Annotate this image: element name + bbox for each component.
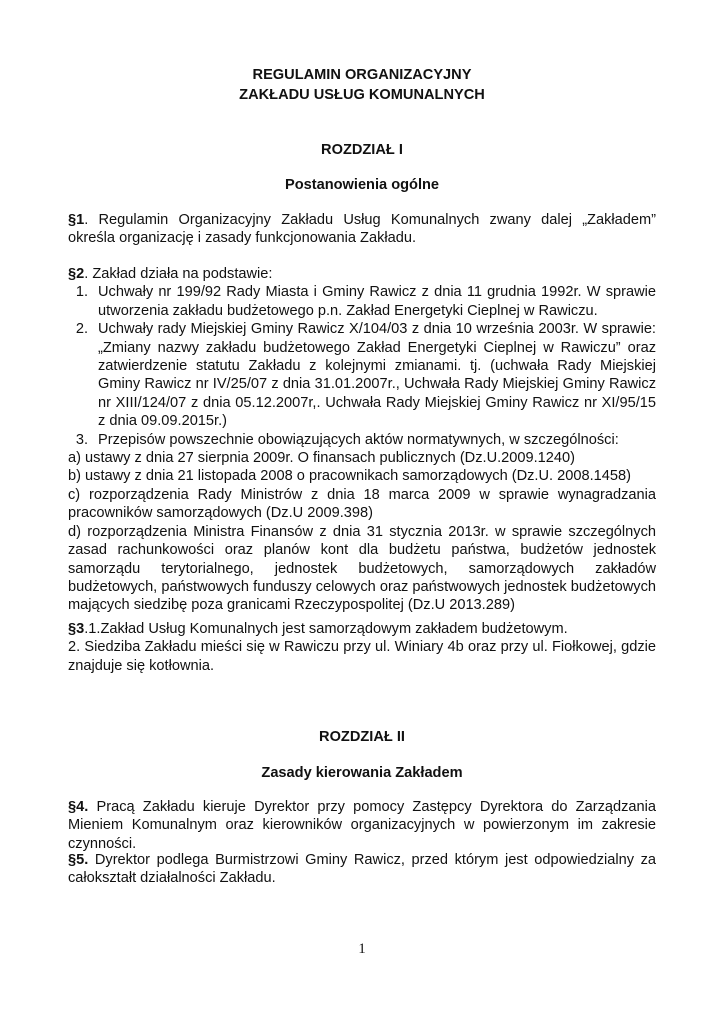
paragraph-5 [68, 851, 656, 888]
page-number: 1 [358, 941, 366, 957]
document-title-line-1: REGULAMIN ORGANIZACYJNY [252, 67, 472, 83]
paragraph-1-text: . Regulamin Organizacyjny Zakładu Usług Komunalnych zwany dalej „Zakładem” określa organizację i zasady funkcjonowania Zakładu. [68, 212, 656, 247]
list-item [68, 283, 656, 320]
list-item-marker: 1. [75, 284, 88, 301]
chapter-2-heading: ROZDZIAŁ II [319, 729, 405, 745]
list-item [68, 320, 656, 430]
paragraph-4-number: §4. [68, 799, 89, 815]
list-item [68, 431, 656, 449]
chapter-1-subheading: Postanowienia ogólne [284, 177, 440, 193]
paragraph-3-line-2: 2. Siedziba Zakładu mieści się w Rawiczu przy ul. Winiary 4b oraz przy ul. Fiołkowej, gdzie znajduje się kotłownia. [68, 639, 656, 674]
list-item-marker: 2. [75, 321, 88, 338]
paragraph-4-text: Pracą Zakładu kieruje Dyrektor przy pomocy Zastępcy Dyrektora do Zarządzania Mieniem Komunalnym oraz kierowników organizacyjnych w powierzonym im zakresie czynności. [68, 799, 656, 852]
paragraph-5-number: §5. [68, 852, 89, 868]
chapter-1-heading: ROZDZIAŁ I [321, 142, 403, 158]
list-item-text: Przepisów powszechnie obowiązujących aktów normatywnych, w szczególności: [98, 431, 619, 448]
sublist-item-a: a) ustawy z dnia 27 sierpnia 2009r. O finansach publicznych (Dz.U.2009.1240) [68, 450, 576, 467]
paragraph-4 [68, 798, 656, 853]
paragraph-2 [68, 265, 656, 615]
paragraph-1 [68, 211, 656, 248]
list-item-marker: 3. [75, 431, 88, 448]
chapter-2-subheading: Zasady kierowania Zakładem [261, 765, 463, 781]
paragraph-3 [68, 620, 656, 675]
legal-basis-list [68, 283, 656, 449]
paragraph-5-text: Dyrektor podlega Burmistrzowi Gminy Rawicz, przed którym jest odpowiedzialny za całokształt działalności Zakładu. [68, 852, 656, 887]
document-title-line-2: ZAKŁADU USŁUG KOMUNALNYCH [239, 87, 485, 103]
list-item-text: Uchwały rady Miejskiej Gminy Rawicz X/104/03 z dnia 10 września 2003r. W sprawie: „Zmiany nazwy zakładu budżetowego Zakład Energetyki Cieplnej w Rawiczu” oraz zatwierdzenie statutu Zakładu z kolejnymi zmianami. tj. (uchwała Rady Miejskiej Gminy Rawicz nr IV/25/07 z dnia 31.01.2007r., Uchwała Rady Miejskiej Gminy Rawicz nr XIII/124/07 z dnia 05.12.2007r,. Uchwała Rady Miejskiej Gminy Rawicz nr XI/95/15 z dnia 09.09.2015r.) [98, 321, 656, 430]
list-item-text: Uchwały nr 199/92 Rady Miasta i Gminy Rawicz z dnia 11 grudnia 1992r. W sprawie utworzenia zakładu budżetowego p.n. Zakład Energetyki Cieplnej w Rawiczu. [98, 284, 656, 319]
paragraph-2-intro: . Zakład działa na podstawie: [84, 266, 273, 282]
paragraph-3-number: §3 [68, 621, 85, 637]
sublist-item-b: b) ustawy z dnia 21 listopada 2008 o pracownikach samorządowych (Dz.U. 2008.1458) [68, 468, 631, 485]
paragraph-3-line-1: .1.Zakład Usług Komunalnych jest samorządowym zakładem budżetowym. [84, 621, 568, 637]
regulations-sublist [68, 449, 656, 615]
paragraph-2-number: §2 [68, 266, 85, 282]
paragraph-1-number: §1 [68, 212, 85, 228]
sublist-item-d: d) rozporządzenia Ministra Finansów z dnia 31 stycznia 2013r. w sprawie szczególnych zasad rachunkowości oraz planów kont dla budżetu państwa, budżetów jednostek samorządu terytorialnego, jednostek budżetowych, samorządowych zakładów budżetowych, państwowych funduszy celowych oraz państwowych jednostek budżetowych mających siedzibę poza granicami Rzeczypospolitej (Dz.U 2013.289) [68, 523, 656, 614]
sublist-item-c: c) rozporządzenia Rady Ministrów z dnia 18 marca 2009 w sprawie wynagradzania pracowników samorządowych (Dz.U 2009.398) [68, 486, 656, 522]
